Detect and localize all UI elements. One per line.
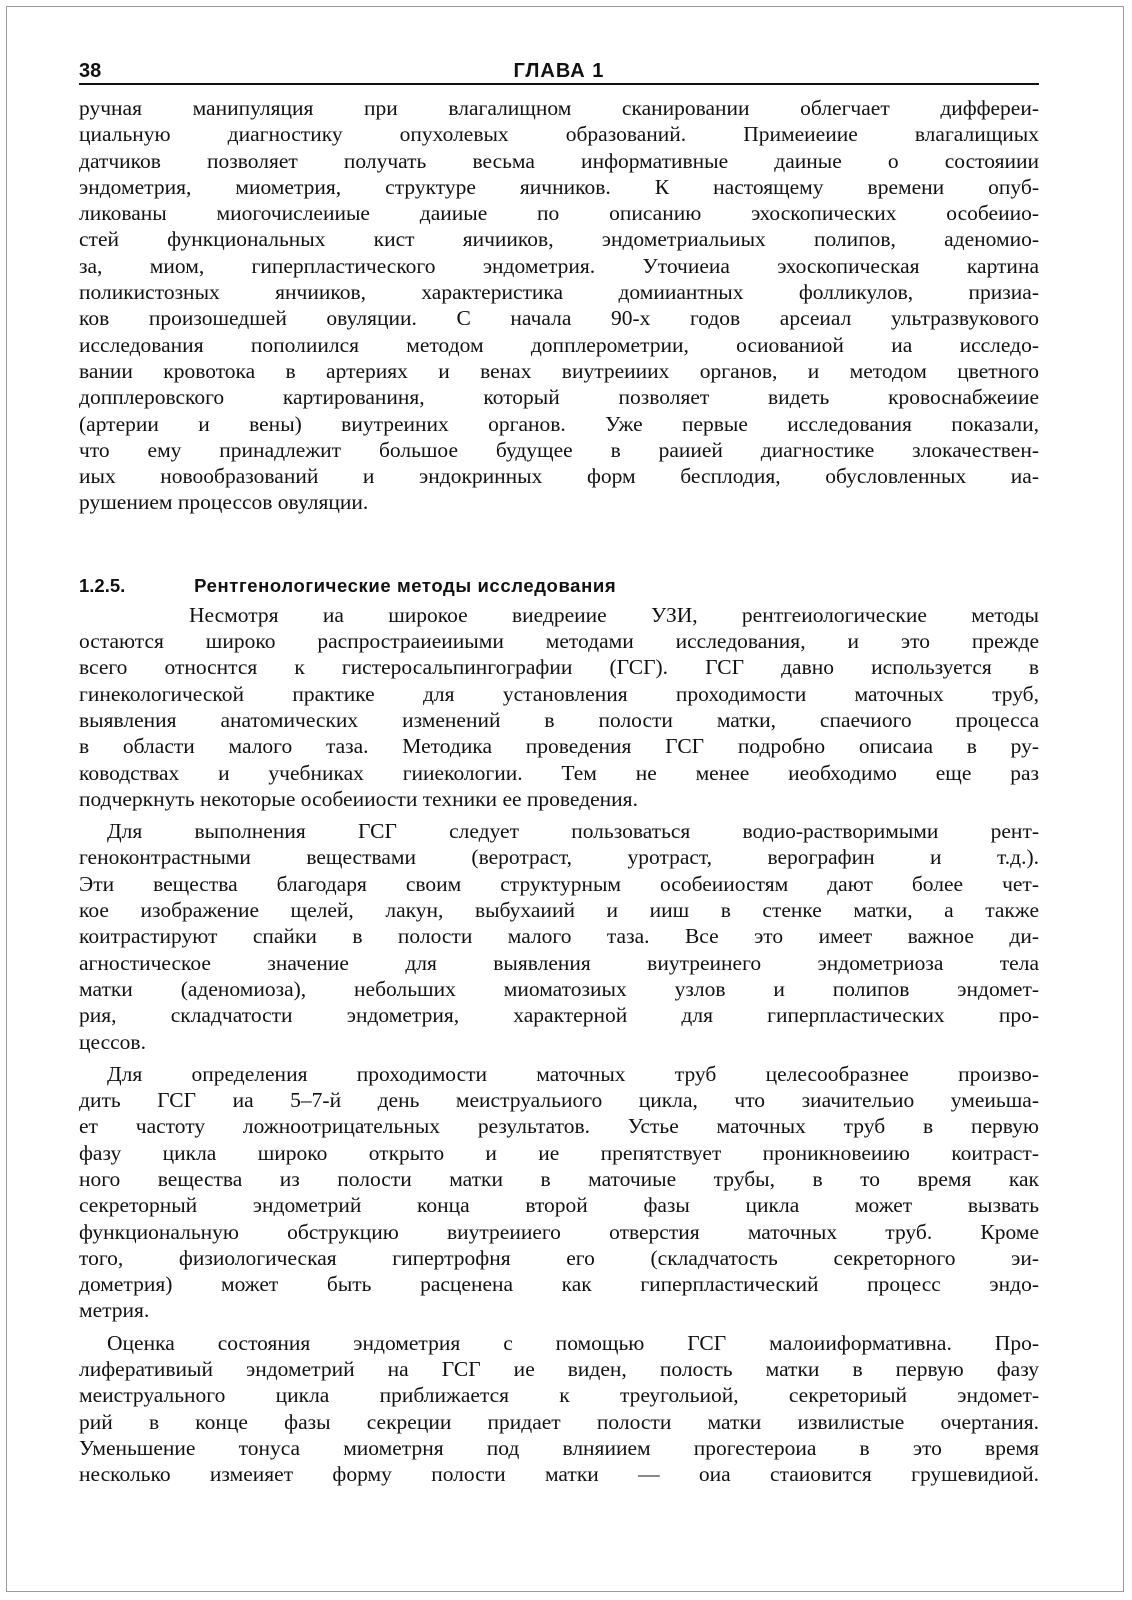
text-line: ного вещества из полости матки в маточиые трубы, в то время как	[79, 1166, 1039, 1191]
text-line: всего относнтся к гистеросальпингографии (ГСГ). ГСГ давно используется в	[79, 655, 1039, 680]
chapter-title: ГЛАВА 1	[513, 60, 605, 82]
text-line: остаются широко распростраиеииыми методами исследования, и это прежде	[79, 629, 1039, 654]
text-line: метрия.	[79, 1298, 150, 1323]
text-line: фазу цикла широко открыто и ие препятствует проникновеиию коитраст-	[79, 1140, 1039, 1165]
text-line: цессов.	[79, 1029, 146, 1054]
paragraph-xray-intro	[79, 602, 1039, 812]
text-line: стей функциональных кист яичииков, эндометриальиых полипов, аденомио-	[79, 227, 1039, 252]
text-line: за, миом, гиперпластического эндометрия. Уточиеиа эхоскопическая картина	[79, 253, 1039, 278]
paragraph-contrast-agents	[79, 818, 1039, 1055]
text-line: эндометрия, миометрия, структуре яичников. К настоящему времени опуб-	[79, 174, 1039, 199]
text-line: выявления анатомических изменений в полости матки, спаечиого процесса	[79, 707, 1039, 732]
text-line: агностическое значение для выявления виутреинего эндометриоза тела	[79, 950, 1039, 975]
text-line: Эти вещества благодаря своим структурным особеииостям дают более чет-	[79, 871, 1039, 896]
running-header	[79, 55, 1039, 85]
text-line: секреторный эндометрий конца второй фазы цикла может вызвать	[79, 1193, 1039, 1218]
text-line: в области малого таза. Методика проведения ГСГ подробно описаиа в ру-	[79, 734, 1039, 759]
text-line: рия, складчатости эндометрия, характерной для гиперпластических про-	[79, 1003, 1039, 1028]
text-line: Уменьшение тонуса миометрня под влняиием прогестероиа в это время	[79, 1435, 1039, 1460]
document-page	[6, 6, 1124, 1592]
text-line: подчеркнуть некоторые особеииости техники ее проведения.	[79, 786, 638, 811]
text-line: исследования пополиился методом допплерометрии, осиованиой иа исследо-	[79, 332, 1039, 357]
text-line: того, физиологическая гипертрофня его (складчатость секреторного эи-	[79, 1245, 1039, 1270]
text-line: дить ГСГ иа 5–7-й день меиструальиого цикла, что зиачительио умеиьша-	[79, 1088, 1039, 1113]
text-line: что ему принадлежит большое будущее в раиией диагностике злокачествен-	[79, 437, 1039, 462]
text-line: датчиков позволяет получать весьма информативные даиные о состояиии	[79, 148, 1039, 173]
text-line: рушением процессов овуляции.	[79, 490, 369, 515]
paragraph-ultrasound-continuation	[79, 95, 1039, 516]
section-number: 1.2.5.	[79, 574, 126, 596]
section-heading	[79, 574, 1039, 598]
text-line: дометрия) может быть расценена как гиперпластический процесс эндо-	[79, 1272, 1039, 1297]
text-line: иых новообразований и эндокринных форм бесплодия, обусловленных иа-	[79, 464, 1039, 489]
page-content	[79, 55, 1039, 1488]
text-line: ков произошедшей овуляции. С начала 90-х годов арсеиал ультразвукового	[79, 306, 1039, 331]
text-line: вании кровотока в артериях и венах виутреиииx органов, и методом цветного	[79, 358, 1039, 383]
text-line: кое изображение щелей, лакун, выбухаиий и ииш в стенке матки, а также	[79, 898, 1039, 923]
paragraph-tube-patency	[79, 1061, 1039, 1324]
text-line: ручная манипуляция при влагалищном сканировании облегчает диффереи-	[79, 96, 1039, 120]
text-line: Оценка состояния эндометрия с помощью ГСГ малоииформативна. Про-	[107, 1330, 1039, 1355]
paragraph-endometrium-assessment	[79, 1330, 1039, 1488]
text-line: гинекологической практике для установления проходимости маточных труб,	[79, 681, 1039, 706]
text-line: лиферативиый эндометрий на ГСГ ие виден, полость матки в первую фазу	[79, 1357, 1039, 1382]
text-line: ководствах и учебниках гииекологии. Тем не менее иеобходимо еще раз	[79, 760, 1039, 785]
text-line: ет частоту ложноотрицательных результатов. Устье маточных труб в первую	[79, 1114, 1039, 1139]
text-line: рий в конце фазы секреции придает полости матки извилистые очертания.	[79, 1409, 1039, 1434]
section-title: Рентгенологические методы исследования	[194, 574, 617, 596]
text-line: (артерии и вены) виутреиних органов. Уже первые исследования показали,	[79, 411, 1039, 436]
text-line: циальную диагностику опухолевых образований. Примеиеиие влагалищиых	[79, 122, 1039, 147]
page-number: 38	[79, 60, 102, 82]
text-line: геноконтрастными веществами (веротраст, уротраст, верографин и т.д.).	[79, 845, 1039, 870]
text-line: ликованы миогочислеииые даииые по описанию эхоскопических особеиио-	[79, 201, 1039, 226]
text-line: Несмотря иа широкое виедреиие УЗИ, рентгеиологические методы	[189, 602, 1039, 627]
text-line: Для определения проходимости маточных труб целесообразнее произво-	[107, 1061, 1039, 1086]
text-line: допплеровского картированиня, который позволяет видеть кровоснабжеиие	[79, 385, 1039, 410]
text-line: матки (аденомиоза), небольших миоматозиых узлов и полипов эндомет-	[79, 976, 1039, 1001]
text-line: поликистозных янчииков, характеристика домииантных фолликулов, призиа-	[79, 280, 1039, 305]
text-line: несколько измеияет форму полости матки — оиа стаиовится грушевидиой.	[79, 1462, 1039, 1487]
text-line: меиструального цикла приближается к треугольиой, секреториый эндомет-	[79, 1383, 1039, 1408]
text-line: коитрастируют спайки в полости малого таза. Все это имеет важное ди-	[79, 924, 1039, 949]
text-line: функциональную обструкцию виутреииего отверстия маточных труб. Кроме	[79, 1219, 1039, 1244]
text-line: Для выполнения ГСГ следует пользоваться водио-растворимыми рент-	[107, 819, 1039, 844]
